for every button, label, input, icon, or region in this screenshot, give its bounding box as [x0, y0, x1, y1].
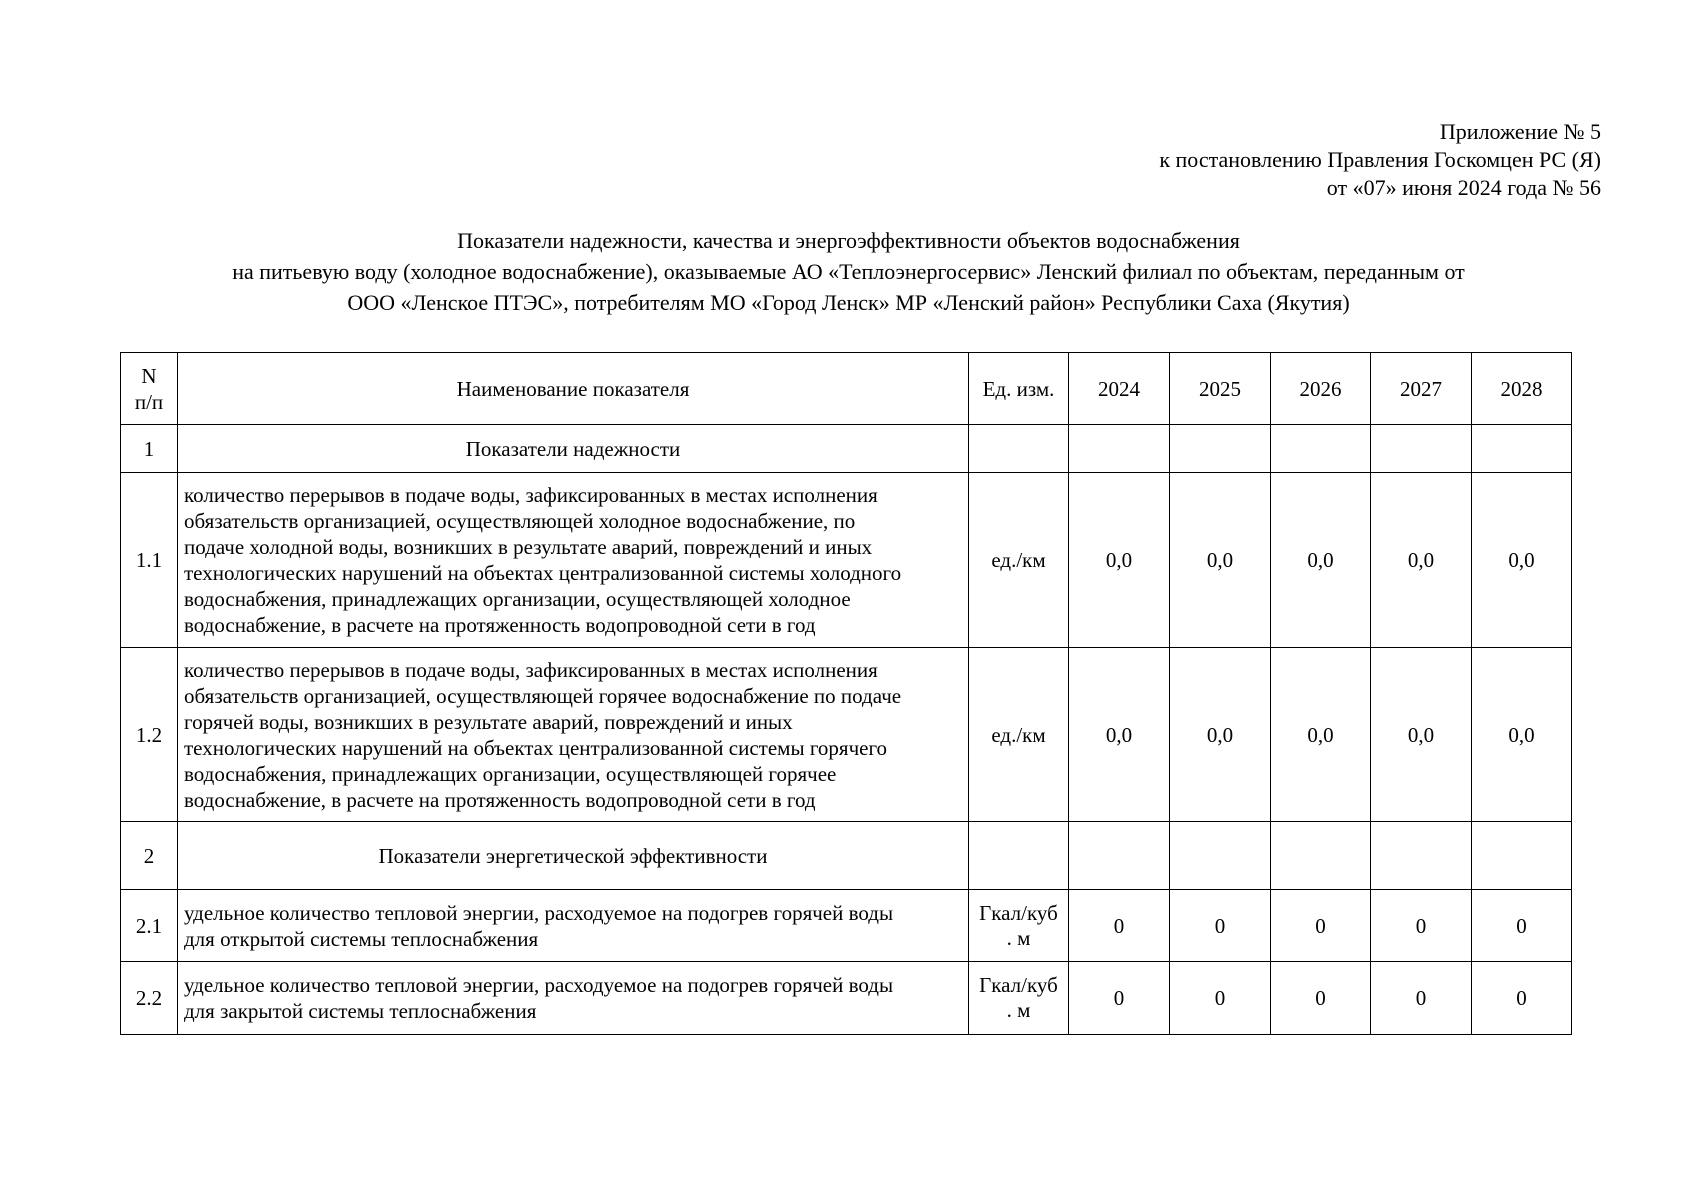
value-cell: 0 — [1271, 890, 1371, 962]
unit-line: Гкал/куб — [979, 973, 1058, 997]
row-number: 2.2 — [121, 962, 178, 1035]
indicator-name-line: обязательств организацией, осуществляющей горячее водоснабжение по подаче — [184, 683, 902, 708]
indicator-name-line: водоснабжение, в расчете на протяженность водопроводной сети в год — [184, 613, 816, 637]
table-row — [121, 962, 1572, 1035]
appendix-reference: к постановлению Правления Госкомцен РС (Я) — [1159, 147, 1601, 172]
indicator-name-line: для закрытой системы теплоснабжения — [184, 999, 537, 1023]
empty-cell — [1069, 822, 1170, 890]
value-cell: 0,0 — [1371, 473, 1472, 648]
table-row — [121, 648, 1572, 822]
table-row — [121, 473, 1572, 648]
value-cell: 0,0 — [1170, 648, 1271, 822]
indicator-name-line: подаче холодной воды, возникших в результате аварий, повреждений и иных — [184, 535, 873, 559]
indicator-name — [178, 962, 969, 1035]
row-number: 1 — [121, 425, 178, 473]
header-number-line-1: N — [141, 363, 157, 388]
value-cell: 0 — [1170, 890, 1271, 962]
indicator-name-line: технологических нарушений на объектах централизованной системы холодного — [184, 561, 902, 585]
indicator-name-line: удельное количество тепловой энергии, расходуемое на подогрев горячей воды — [184, 973, 894, 997]
unit-line: . м — [1006, 998, 1031, 1022]
unit-line: . м — [1006, 925, 1031, 950]
header-number-line-2: п/п — [134, 389, 164, 414]
empty-cell — [1069, 425, 1170, 473]
section-row — [121, 425, 1572, 473]
indicator-name-line: водоснабжение, в расчете на протяженность водопроводной сети в год — [184, 787, 816, 812]
title-line-3: ООО «Ленское ПТЭС», потребителям МО «Город Ленск» МР «Ленский район» Республики Саха (Якутия) — [347, 290, 1350, 315]
unit-cell — [969, 962, 1069, 1035]
unit-cell: ед./км — [969, 473, 1069, 648]
table-row — [121, 890, 1572, 962]
value-cell: 0 — [1170, 962, 1271, 1035]
indicator-name-line: обязательств организацией, осуществляющей холодное водоснабжение, по — [184, 509, 856, 533]
table-header-row — [121, 353, 1572, 425]
value-cell: 0,0 — [1371, 648, 1472, 822]
empty-cell — [1472, 822, 1572, 890]
value-cell: 0,0 — [1472, 648, 1572, 822]
title-line-2: на питьевую воду (холодное водоснабжение), оказываемые АО «Теплоэнергосервис» Ленский филиал по объектам, переданным от — [232, 259, 1465, 284]
header-year: 2026 — [1271, 353, 1371, 425]
value-cell: 0 — [1271, 962, 1371, 1035]
header-name: Наименование показателя — [178, 353, 969, 425]
value-cell: 0 — [1371, 962, 1472, 1035]
row-number: 1.1 — [121, 473, 178, 648]
unit-cell — [969, 890, 1069, 962]
unit-cell: ед./км — [969, 648, 1069, 822]
header-unit: Ед. изм. — [969, 353, 1069, 425]
empty-cell — [969, 822, 1069, 890]
indicator-name-line: технологических нарушений на объектах централизованной системы горячего — [184, 735, 888, 760]
value-cell: 0 — [1069, 962, 1170, 1035]
appendix-date: от «07» июня 2024 года № 56 — [1326, 175, 1601, 200]
empty-cell — [1170, 822, 1271, 890]
indicator-name — [178, 473, 969, 648]
value-cell: 0,0 — [1271, 648, 1371, 822]
value-cell: 0 — [1472, 962, 1572, 1035]
row-number: 2 — [121, 822, 178, 890]
empty-cell — [1170, 425, 1271, 473]
empty-cell — [1271, 822, 1371, 890]
indicators-table — [120, 352, 1572, 1035]
appendix-header — [1159, 118, 1601, 202]
header-year: 2024 — [1069, 353, 1170, 425]
unit-line: Гкал/куб — [979, 900, 1058, 925]
empty-cell — [969, 425, 1069, 473]
indicator-name-line: водоснабжения, принадлежащих организации, осуществляющей холодное — [184, 587, 851, 611]
empty-cell — [1371, 425, 1472, 473]
section-row — [121, 822, 1572, 890]
indicator-name-line: количество перерывов в подаче воды, зафиксированных в местах исполнения — [184, 657, 878, 682]
indicator-name-line: для открытой системы теплоснабжения — [184, 926, 539, 951]
header-number — [121, 353, 178, 425]
document-title — [0, 225, 1697, 318]
section-title: Показатели энергетической эффективности — [178, 822, 969, 890]
indicator-name — [178, 890, 969, 962]
header-year: 2025 — [1170, 353, 1271, 425]
indicator-name-line: удельное количество тепловой энергии, расходуемое на подогрев горячей воды — [184, 900, 894, 925]
appendix-number: Приложение № 5 — [1439, 119, 1601, 144]
indicator-name-line: водоснабжения, принадлежащих организации, осуществляющей горячее — [184, 761, 837, 786]
row-number: 1.2 — [121, 648, 178, 822]
value-cell: 0 — [1472, 890, 1572, 962]
indicator-name-line: горячей воды, возникших в результате аварий, повреждений и иных — [184, 709, 793, 734]
value-cell: 0,0 — [1472, 473, 1572, 648]
indicator-name-line: количество перерывов в подаче воды, зафиксированных в местах исполнения — [184, 483, 878, 507]
header-year: 2028 — [1472, 353, 1572, 425]
value-cell: 0 — [1371, 890, 1472, 962]
empty-cell — [1371, 822, 1472, 890]
value-cell: 0,0 — [1170, 473, 1271, 648]
value-cell: 0,0 — [1271, 473, 1371, 648]
title-line-1: Показатели надежности, качества и энергоэффективности объектов водоснабжения — [457, 228, 1240, 253]
value-cell: 0 — [1069, 890, 1170, 962]
empty-cell — [1271, 425, 1371, 473]
section-title: Показатели надежности — [178, 425, 969, 473]
empty-cell — [1472, 425, 1572, 473]
value-cell: 0,0 — [1069, 473, 1170, 648]
value-cell: 0,0 — [1069, 648, 1170, 822]
header-year: 2027 — [1371, 353, 1472, 425]
row-number: 2.1 — [121, 890, 178, 962]
indicator-name — [178, 648, 969, 822]
